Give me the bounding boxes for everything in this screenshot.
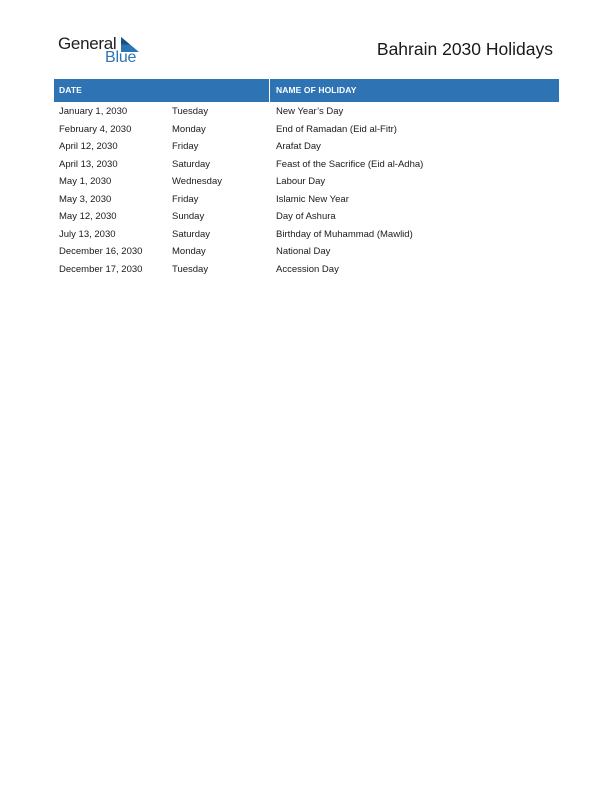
holiday-date: May 1, 2030	[59, 176, 112, 187]
holiday-name: Islamic New Year	[276, 193, 349, 205]
holiday-weekday: Tuesday	[172, 106, 209, 117]
holidays-table	[54, 79, 559, 278]
table-row	[54, 173, 559, 191]
holiday-weekday: Friday	[172, 193, 199, 205]
holiday-name: Labour Day	[276, 176, 326, 187]
holiday-weekday: Wednesday	[172, 176, 222, 187]
table-row	[54, 261, 559, 279]
holiday-name: Birthday of Muhammad (Mawlid)	[276, 228, 413, 240]
holiday-weekday: Friday	[172, 141, 199, 152]
header-divider	[269, 79, 270, 102]
holiday-name: New Year’s Day	[276, 106, 344, 117]
logo-text-blue: Blue	[105, 49, 137, 66]
table-row	[54, 156, 559, 174]
holiday-weekday: Saturday	[172, 228, 211, 240]
holiday-date: December 17, 2030	[59, 263, 143, 275]
holiday-name: Accession Day	[276, 263, 339, 275]
holiday-name: Arafat Day	[276, 141, 321, 152]
table-row	[54, 191, 559, 209]
holiday-date: May 3, 2030	[59, 193, 112, 205]
holiday-name: Feast of the Sacrifice (Eid al-Adha)	[276, 158, 424, 170]
table-row	[54, 226, 559, 244]
generalblue-logo	[58, 34, 148, 68]
logo-text-general: General	[58, 34, 117, 53]
page-title: Bahrain 2030 Holidays	[376, 39, 553, 59]
column-header-date: DATE	[59, 85, 82, 95]
holiday-date: January 1, 2030	[59, 106, 128, 117]
holiday-weekday: Monday	[172, 246, 206, 257]
holiday-name: Day of Ashura	[276, 211, 336, 222]
holiday-weekday: Sunday	[172, 211, 205, 222]
holiday-weekday: Saturday	[172, 158, 211, 170]
holiday-date: April 12, 2030	[59, 141, 118, 152]
table-body	[54, 102, 559, 278]
holiday-date: December 16, 2030	[59, 246, 143, 257]
column-header-holiday-name: NAME OF HOLIDAY	[276, 85, 357, 95]
table-header	[54, 79, 559, 102]
table-row	[54, 121, 559, 139]
holiday-date: February 4, 2030	[59, 123, 132, 135]
holiday-name: National Day	[276, 246, 331, 257]
table-row	[54, 243, 559, 261]
table-row	[54, 208, 559, 226]
holiday-date: July 13, 2030	[59, 228, 116, 240]
holiday-date: April 13, 2030	[59, 158, 118, 170]
holiday-weekday: Monday	[172, 123, 206, 135]
holiday-name: End of Ramadan (Eid al-Fitr)	[276, 123, 397, 135]
holiday-date: May 12, 2030	[59, 211, 117, 222]
table-row	[54, 138, 559, 156]
table-row	[54, 103, 559, 121]
holiday-weekday: Tuesday	[172, 263, 209, 275]
